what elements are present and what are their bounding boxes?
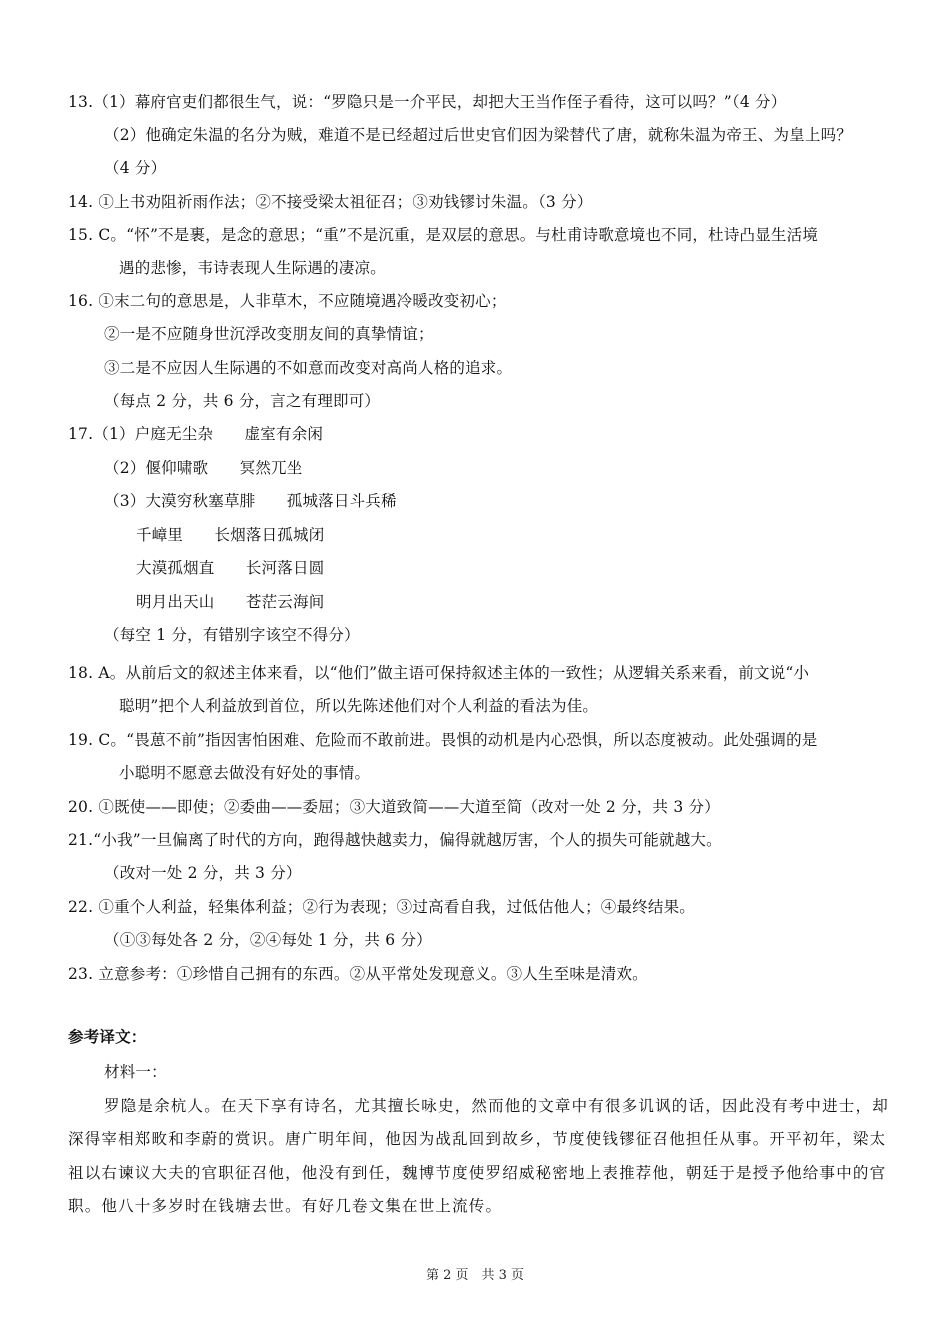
answer-19-line-2: 小聪明不愿意去做没有好处的事情。	[119, 764, 371, 782]
translation-line-2: 深得宰相郑畋和李蔚的赏识。唐广明年间，他因为战乱回到故乡，节度使钱镠征召他担任从事。开平初年，梁太	[68, 1130, 887, 1148]
answer-17-line-3: （3）大漠穷秋塞草腓 孤城落日斗兵稀	[104, 492, 397, 510]
translation-heading: 参考译文：	[68, 1027, 147, 1046]
answer-13-line-1: 13.（1）幕府官吏们都很生气，说：“罗隐只是一介平民，却把大王当作侄子看待，这可以吗？”（4 分）	[68, 93, 787, 111]
answer-16-line-4: （每点 2 分，共 6 分，言之有理即可）	[104, 392, 381, 410]
answer-16-line-2: ②一是不应随身世沉浮改变朋友间的真挚情谊；	[104, 325, 434, 343]
page-number-footer: 第 2 页 共 3 页	[425, 1268, 525, 1283]
translation-material-label: 材料一：	[104, 1063, 167, 1081]
answer-17-line-7: （每空 1 分，有错别字该空不得分）	[104, 626, 360, 644]
answer-14-line-1: 14. ①上书劝阻祈雨作法；②不接受梁太祖征召；③劝钱镠讨朱温。（3 分）	[68, 193, 593, 211]
translation-line-3: 祖以右谏议大夫的官职征召他，他没有到任，魏博节度使罗绍威秘密地上表推荐他，朝廷于是授予他给事中的官	[68, 1164, 887, 1182]
answer-17-line-1: 17.（1）户庭无尘杂 虚室有余闲	[68, 425, 324, 443]
answer-19-line-1: 19. C。“畏葸不前”指因害怕困难、危险而不敢前进。畏惧的动机是内心恐惧，所以态度被动。此处强调的是	[68, 731, 818, 749]
answer-16-line-1: 16. ①末二句的意思是，人非草木，不应随境遇冷暖改变初心；	[68, 292, 507, 310]
answer-20-line-1: 20. ①既使——即使；②委曲——委屈；③大道致简——大道至简（改对一处 2 分，共 3 分）	[68, 798, 720, 816]
answer-22-line-2: （①③每处各 2 分，②④每处 1 分，共 6 分）	[104, 931, 432, 949]
answer-17-line-5: 大漠孤烟直 长河落日圆	[136, 559, 325, 577]
answer-23-line-1: 23. 立意参考：①珍惜自己拥有的东西。②从平常处发现意义。③人生至味是清欢。	[68, 965, 648, 983]
answer-21-line-1: 21.“小我”一旦偏离了时代的方向，跑得越快越卖力，偏得就越厉害，个人的损失可能就越大。	[68, 831, 722, 849]
answer-16-line-3: ③二是不应因人生际遇的不如意而改变对高尚人格的追求。	[104, 359, 513, 377]
answer-18-line-1: 18. A。从前后文的叙述主体来看，以“他们”做主语可保持叙述主体的一致性；从逻辑关系来看，前文说“小	[68, 664, 810, 682]
answer-17-line-2: （2）偃仰啸歌 冥然兀坐	[104, 459, 303, 477]
translation-line-1: 罗隐是余杭人。在天下享有诗名，尤其擅长咏史，然而他的文章中有很多讥讽的话，因此没有考中进士，却	[104, 1097, 889, 1115]
answer-21-line-2: （改对一处 2 分，共 3 分）	[104, 864, 302, 882]
answer-15-line-1: 15. C。“怀”不是裹，是念的意思；“重”不是沉重，是双层的意思。与杜甫诗歌意境也不同，杜诗凸显生活境	[68, 226, 819, 244]
answer-17-line-4: 千嶂里 长烟落日孤城闭	[136, 526, 325, 544]
answer-17-line-6: 明月出天山 苍茫云海间	[136, 593, 325, 611]
answer-13-line-2: （2）他确定朱温的名分为贼，难道不是已经超过后世史官们因为梁替代了唐，就称朱温为帝王、为皇上吗？	[104, 126, 852, 144]
answer-15-line-2: 遇的悲惨，韦诗表现人生际遇的凄凉。	[119, 259, 386, 277]
answer-22-line-1: 22. ①重个人利益，轻集体利益；②行为表现；③过高看自我，过低估他人；④最终结果。	[68, 898, 695, 916]
translation-line-4: 职。他八十多岁时在钱塘去世。有好几卷文集在世上流传。	[68, 1197, 503, 1215]
answer-18-line-2: 聪明”把个人利益放到首位，所以先陈述他们对个人利益的看法为佳。	[119, 697, 599, 715]
answer-13-line-3: （4 分）	[104, 159, 167, 177]
